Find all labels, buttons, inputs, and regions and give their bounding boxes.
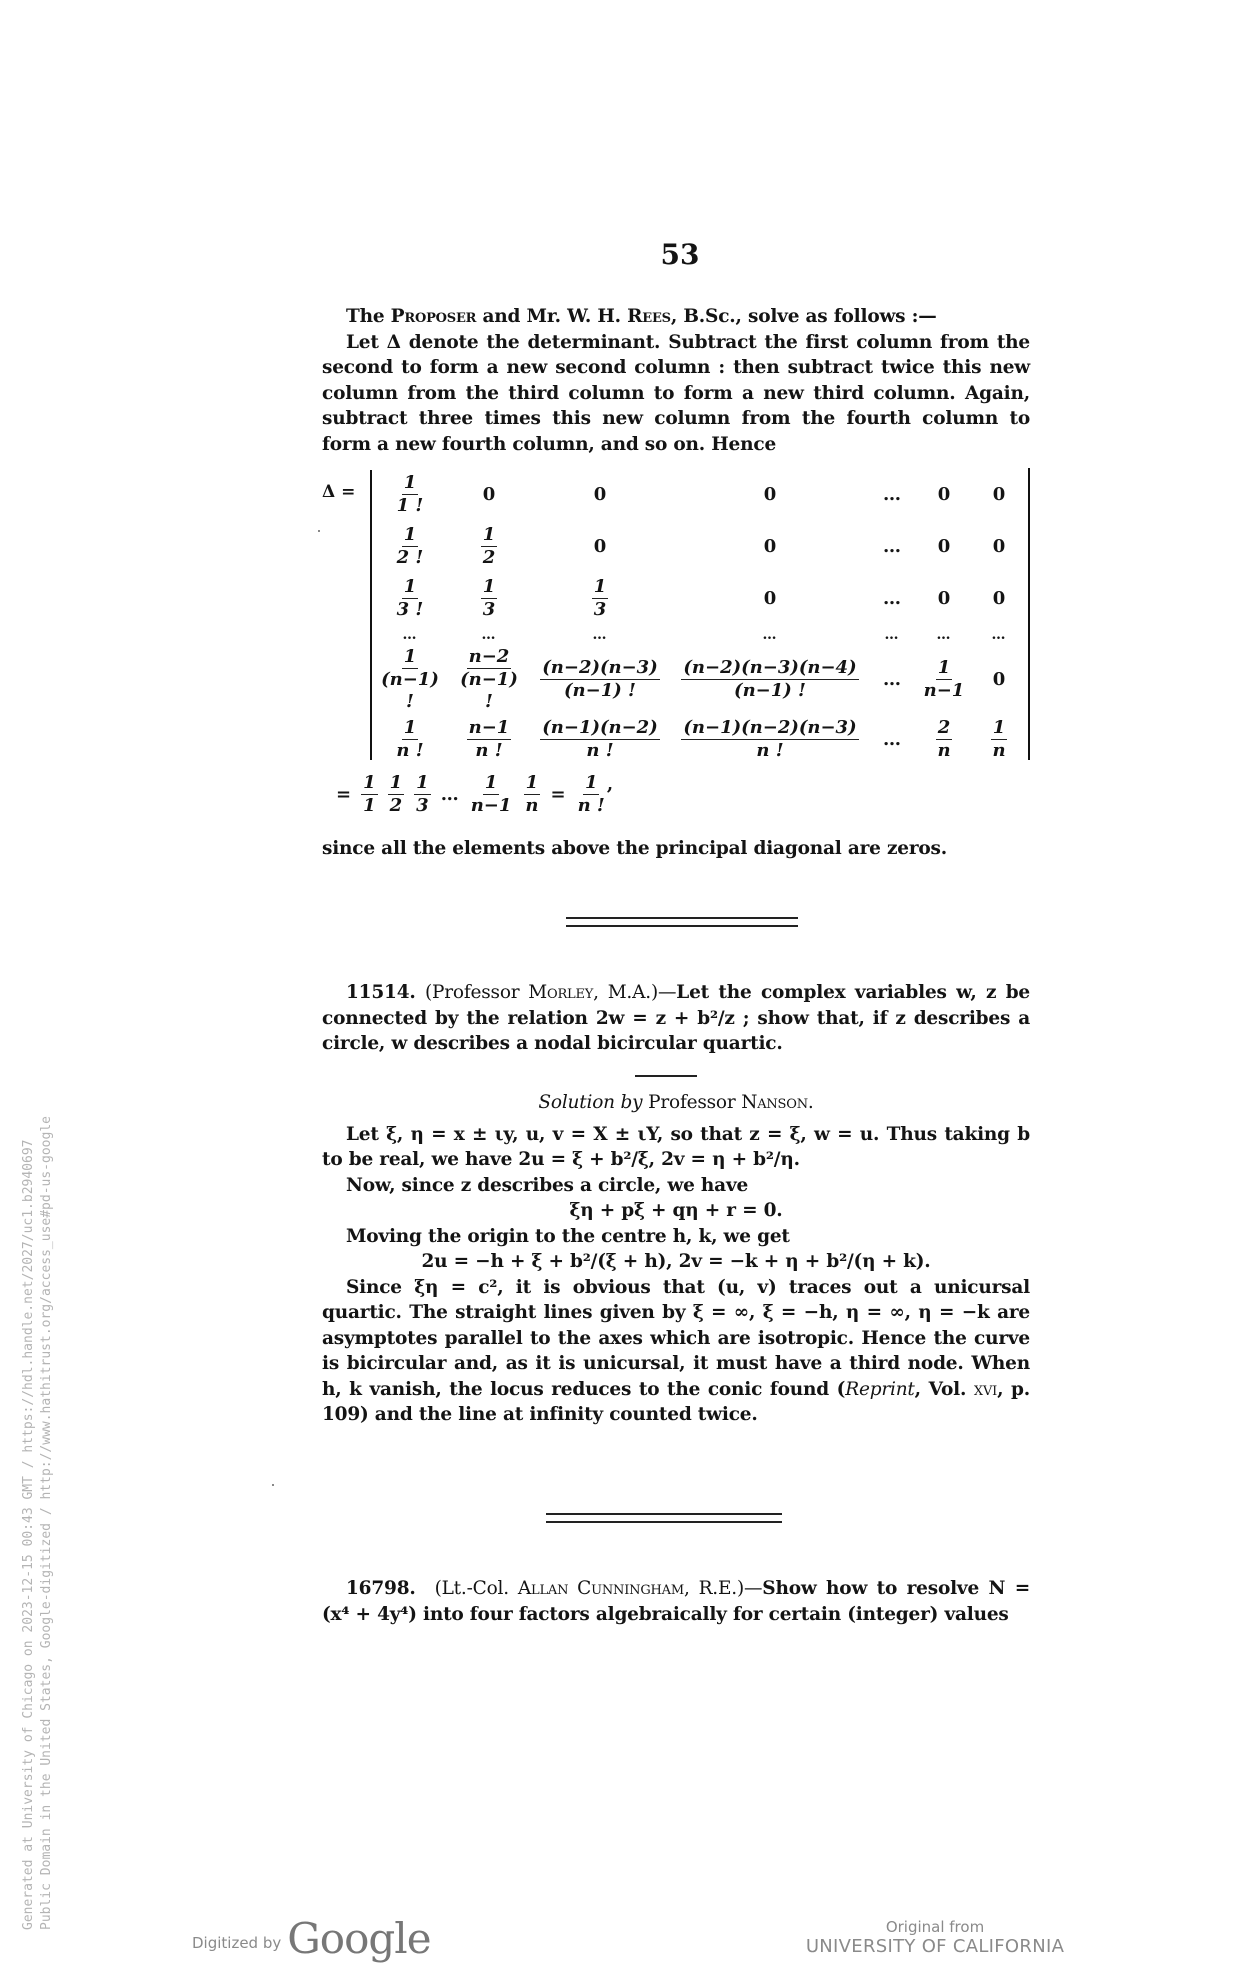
denominator: n	[937, 739, 951, 761]
conclusion	[322, 836, 1030, 862]
ellipsis: …	[991, 627, 1007, 643]
conclusion-text: since all the elements above the principal diagonal are zeros.	[322, 838, 947, 859]
matrix-entry	[990, 717, 1007, 762]
matrix-row	[372, 624, 1024, 646]
matrix-entry	[481, 576, 498, 621]
matrix-cell	[530, 713, 670, 765]
numerator: n−2	[468, 646, 510, 667]
numerator: 1	[484, 772, 498, 793]
matrix-cell	[372, 713, 448, 765]
google-logo: Google	[287, 1914, 431, 1963]
comma: ,	[606, 774, 614, 795]
hathitrust-watermark	[20, 1116, 56, 1930]
numerator: 1	[482, 523, 496, 545]
equation-circle: ξη + pξ + qη + r = 0.	[569, 1200, 783, 1221]
matrix-cell	[372, 468, 448, 520]
matrix-cell	[870, 624, 914, 646]
vol-label: , Vol.	[914, 1378, 974, 1400]
matrix-cell	[974, 520, 1024, 572]
matrix-cell	[670, 646, 870, 713]
product-factor	[388, 772, 405, 817]
ellipsis: …	[883, 535, 901, 557]
matrix-cell	[530, 624, 670, 646]
ellipsis: …	[481, 627, 497, 643]
matrix-entry	[540, 657, 659, 702]
denominator: n !	[577, 795, 605, 816]
matrix-entry	[378, 646, 442, 713]
matrix-cell	[974, 646, 1024, 713]
numerator: (n−1)(n−2)(n−3)	[683, 716, 857, 738]
matrix-cell	[530, 572, 670, 624]
matrix-cell	[372, 520, 448, 572]
author-prefix: (Lt.-Col.	[434, 1578, 518, 1599]
matrix-entry: 0	[763, 483, 777, 505]
matrix-entry	[681, 717, 858, 762]
matrix-cell	[974, 468, 1024, 520]
problem-11514	[322, 980, 1030, 1057]
original-from-label: Original from	[885, 1918, 985, 1936]
matrix-entry	[481, 524, 498, 569]
solver-prefix: Professor	[642, 1092, 742, 1113]
solution-heading	[322, 1090, 1030, 1116]
equals-sign: =	[550, 784, 566, 805]
matrix-entry: 0	[992, 587, 1006, 609]
proposer-name: Proposer	[390, 306, 477, 327]
numerator: 1	[403, 575, 417, 597]
reprint-ref: Reprint	[845, 1378, 915, 1400]
ellipsis: …	[936, 627, 952, 643]
matrix-cell	[530, 468, 670, 520]
solution-line-3: Moving the origin to the centre h, k, we get	[346, 1225, 790, 1247]
numerator: 1	[403, 471, 417, 493]
matrix-cell	[870, 468, 914, 520]
matrix-entry: 0	[763, 535, 777, 557]
denominator: n	[992, 739, 1006, 761]
determinant-matrix	[372, 468, 1024, 765]
matrix-cell	[914, 713, 974, 765]
matrix-entry	[454, 646, 524, 713]
problem-number: 11514.	[346, 982, 416, 1003]
equation-uv: 2u = −h + ξ + b²/(ξ + h), 2v = −k + η + b²/(η + k).	[421, 1251, 931, 1272]
numerator: 1	[584, 772, 598, 793]
matrix-row	[372, 468, 1024, 520]
product-factor	[361, 772, 378, 817]
author-name: Allan Cunningham	[517, 1578, 684, 1599]
denominator: n !	[756, 739, 784, 761]
denominator: 2	[389, 795, 403, 816]
scan-speck	[272, 1484, 274, 1486]
numerator: 1	[593, 575, 607, 597]
matrix-cell	[914, 624, 974, 646]
ellipsis: …	[883, 587, 901, 609]
denominator: 3	[593, 598, 607, 620]
rees-name: Rees	[627, 306, 671, 327]
final-para-a: Since ξη = c², it is obvious that (u, v) traces out a unicursal quartic. The straight lines given by ξ = ∞, ξ = −h, η = ∞, η = −k are asymptotes parallel to the axes which are isotropic. Hence the curve is bicircular and, as it is unicursal, it must have a third node. When h, k vanish, the locus reduces to the conic found (	[322, 1276, 1030, 1400]
numerator: 1	[403, 523, 417, 545]
matrix-cell	[974, 624, 1024, 646]
matrix-cell	[670, 624, 870, 646]
matrix-cell	[372, 572, 448, 624]
product-factor	[469, 772, 514, 817]
matrix-entry	[394, 717, 425, 762]
matrix-entry	[922, 657, 967, 702]
author-prefix: (Professor	[425, 982, 529, 1003]
problem-number: 16798.	[346, 1578, 416, 1599]
denominator: 1	[363, 795, 376, 816]
section-divider-2	[546, 1513, 782, 1523]
denominator: n !	[475, 739, 503, 761]
numerator: 1	[416, 772, 429, 793]
denominator: (n−1) !	[734, 680, 806, 701]
matrix-entry: 0	[763, 587, 777, 609]
matrix-cell	[670, 572, 870, 624]
matrix-cell	[914, 468, 974, 520]
original-source	[795, 1918, 1075, 1957]
matrix-cell	[670, 468, 870, 520]
ellipsis: …	[884, 627, 900, 643]
matrix-entry	[395, 472, 426, 517]
matrix-cell	[870, 713, 914, 765]
final-para-b: , p. 109) and the line at infinity counted twice.	[322, 1378, 1030, 1425]
denominator: n−1	[470, 795, 512, 816]
matrix-cell	[448, 646, 530, 713]
scan-speck	[318, 530, 320, 532]
denominator: 2	[482, 546, 496, 568]
numerator: 1	[389, 772, 403, 793]
matrix-cell	[914, 572, 974, 624]
matrix-cell	[914, 646, 974, 713]
matrix-entry	[395, 576, 426, 621]
solver-suffix: .	[807, 1092, 814, 1113]
matrix-row	[372, 572, 1024, 624]
ellipsis: …	[883, 728, 901, 750]
matrix-entry: 0	[937, 587, 951, 609]
matrix-cell	[870, 520, 914, 572]
digitized-by-label: Digitized by	[192, 1934, 282, 1952]
problem-text: Let the complex variables w, z be connected by the relation 2w = z + b²/z ; show that, if z describes a circle, w describes a nodal bicircular quartic.	[322, 982, 1031, 1054]
intro-suffix: , B.Sc., solve as follows :—	[670, 306, 937, 327]
matrix-entry	[540, 717, 659, 762]
product-equation	[336, 772, 613, 817]
matrix-cell	[670, 713, 870, 765]
denominator: n	[525, 795, 539, 816]
matrix-row	[372, 713, 1024, 765]
matrix-entry: 0	[593, 483, 607, 505]
matrix-row	[372, 646, 1024, 713]
matrix-cell	[670, 520, 870, 572]
denominator: (n−1) !	[460, 669, 518, 712]
solution-line-1: Let ξ, η = x ± ιy, u, v = X ± ιY, so that z = ξ, w = u. Thus taking b to be real, we have 2u = ξ + b²/ξ, 2v = η + b²/η.	[322, 1123, 1030, 1170]
intro-line	[322, 304, 1030, 330]
matrix-cell	[448, 624, 530, 646]
matrix-cell	[530, 646, 670, 713]
matrix-entry: 0	[937, 535, 951, 557]
matrix-entry: 0	[937, 483, 951, 505]
matrix-cell	[448, 713, 530, 765]
matrix-entry	[592, 576, 609, 621]
method-paragraph: Let Δ denote the determinant. Subtract the first column from the second to form a new second column : then subtract twice this new column from the third column to form a new third column. Again, subtract three times this new column from the fourth column to form a new fourth column, and so on. Hence	[322, 331, 1030, 455]
product-factor	[523, 772, 540, 817]
matrix-cell	[448, 468, 530, 520]
problem-11514-statement	[322, 980, 1030, 1057]
determinant-label: Δ =	[322, 482, 356, 502]
solver-name: Nanson	[741, 1092, 808, 1113]
ellipsis: …	[402, 627, 418, 643]
matrix-cell	[448, 520, 530, 572]
product-factor	[414, 772, 431, 817]
product-result	[576, 772, 607, 817]
numerator: (n−2)(n−3)(n−4)	[683, 657, 857, 678]
matrix-entry: 0	[992, 483, 1006, 505]
ellipsis: …	[440, 784, 459, 805]
section-divider	[566, 917, 798, 927]
matrix-cell	[974, 713, 1024, 765]
numerator: 2	[937, 716, 951, 738]
denominator: (n−1) !	[381, 669, 439, 712]
denominator: (n−1) !	[564, 680, 636, 701]
problem-16798-statement	[322, 1576, 1030, 1627]
solution-line-2: Now, since z describes a circle, we have	[346, 1174, 749, 1196]
solution-11514	[322, 1090, 1030, 1428]
matrix-entry	[935, 717, 952, 762]
page-number: 53	[660, 238, 700, 271]
author-suffix: , R.E.)—	[683, 1578, 763, 1599]
numerator: (n−2)(n−3)	[542, 657, 658, 678]
matrix-entry: 0	[992, 535, 1006, 557]
matrix-cell	[914, 520, 974, 572]
solution-by: Solution by	[538, 1092, 643, 1113]
matrix-cell	[372, 624, 448, 646]
digitized-by-google	[192, 1914, 431, 1963]
matrix-row	[372, 520, 1024, 572]
denominator: n !	[586, 739, 614, 761]
matrix-cell	[530, 520, 670, 572]
intro-prefix: The	[346, 306, 391, 327]
matrix-entry: 0	[593, 535, 607, 557]
intro-middle: and Mr. W. H.	[476, 306, 628, 327]
numerator: 1	[363, 772, 376, 793]
matrix-cell	[974, 572, 1024, 624]
numerator: 1	[992, 716, 1006, 738]
denominator: 2 !	[396, 546, 424, 568]
matrix-entry	[467, 717, 512, 762]
solution-final-paragraph	[322, 1275, 1030, 1428]
numerator: (n−1)(n−2)	[542, 716, 658, 738]
matrix-entry: 0	[482, 483, 496, 505]
denominator: n !	[396, 739, 424, 761]
numerator: 1	[403, 646, 417, 667]
ellipsis: …	[592, 627, 608, 643]
matrix-entry: 0	[992, 669, 1006, 690]
institution-name: UNIVERSITY OF CALIFORNIA	[805, 1936, 1065, 1957]
matrix-cell	[448, 572, 530, 624]
matrix-cell	[372, 646, 448, 713]
matrix-cell	[870, 646, 914, 713]
matrix-entry	[681, 657, 858, 702]
ellipsis: …	[762, 627, 778, 643]
denominator: 3	[416, 795, 429, 816]
matrix-body	[372, 468, 1024, 765]
author-name: Morley	[528, 982, 594, 1003]
problem-16798	[322, 1576, 1030, 1627]
author-suffix: , M.A.)—	[593, 982, 677, 1003]
numerator: 1	[937, 657, 951, 678]
equals-sign: =	[336, 784, 352, 805]
ellipsis: …	[883, 669, 901, 690]
matrix-cell	[870, 572, 914, 624]
ellipsis: …	[883, 483, 901, 505]
denominator: 3	[482, 598, 496, 620]
numerator: 1	[403, 716, 417, 738]
vol-number: xvi	[973, 1378, 998, 1400]
denominator: 1 !	[396, 494, 424, 516]
numerator: n−1	[468, 716, 510, 738]
numerator: 1	[482, 575, 496, 597]
problem-text: Show how to resolve N = (x⁴ + 4y⁴) into four factors algebraically for certain (integer) values	[322, 1578, 1031, 1625]
watermark-line-1: Generated at University of Chicago on 2023-12-15 00:43 GMT / https://hdl.handle.net/2027/uc1.b2940697	[21, 1139, 36, 1930]
numerator: 1	[525, 772, 539, 793]
denominator: n−1	[923, 680, 965, 701]
matrix-entry	[395, 524, 426, 569]
watermark-line-2: Public Domain in the United States, Google-digitized / http://www.hathitrust.org/access_use#pd-us-google	[39, 1116, 54, 1930]
determinant-right-bar	[1028, 468, 1030, 760]
short-divider	[635, 1075, 697, 1077]
denominator: 3 !	[396, 598, 424, 620]
section-intro	[322, 304, 1030, 457]
